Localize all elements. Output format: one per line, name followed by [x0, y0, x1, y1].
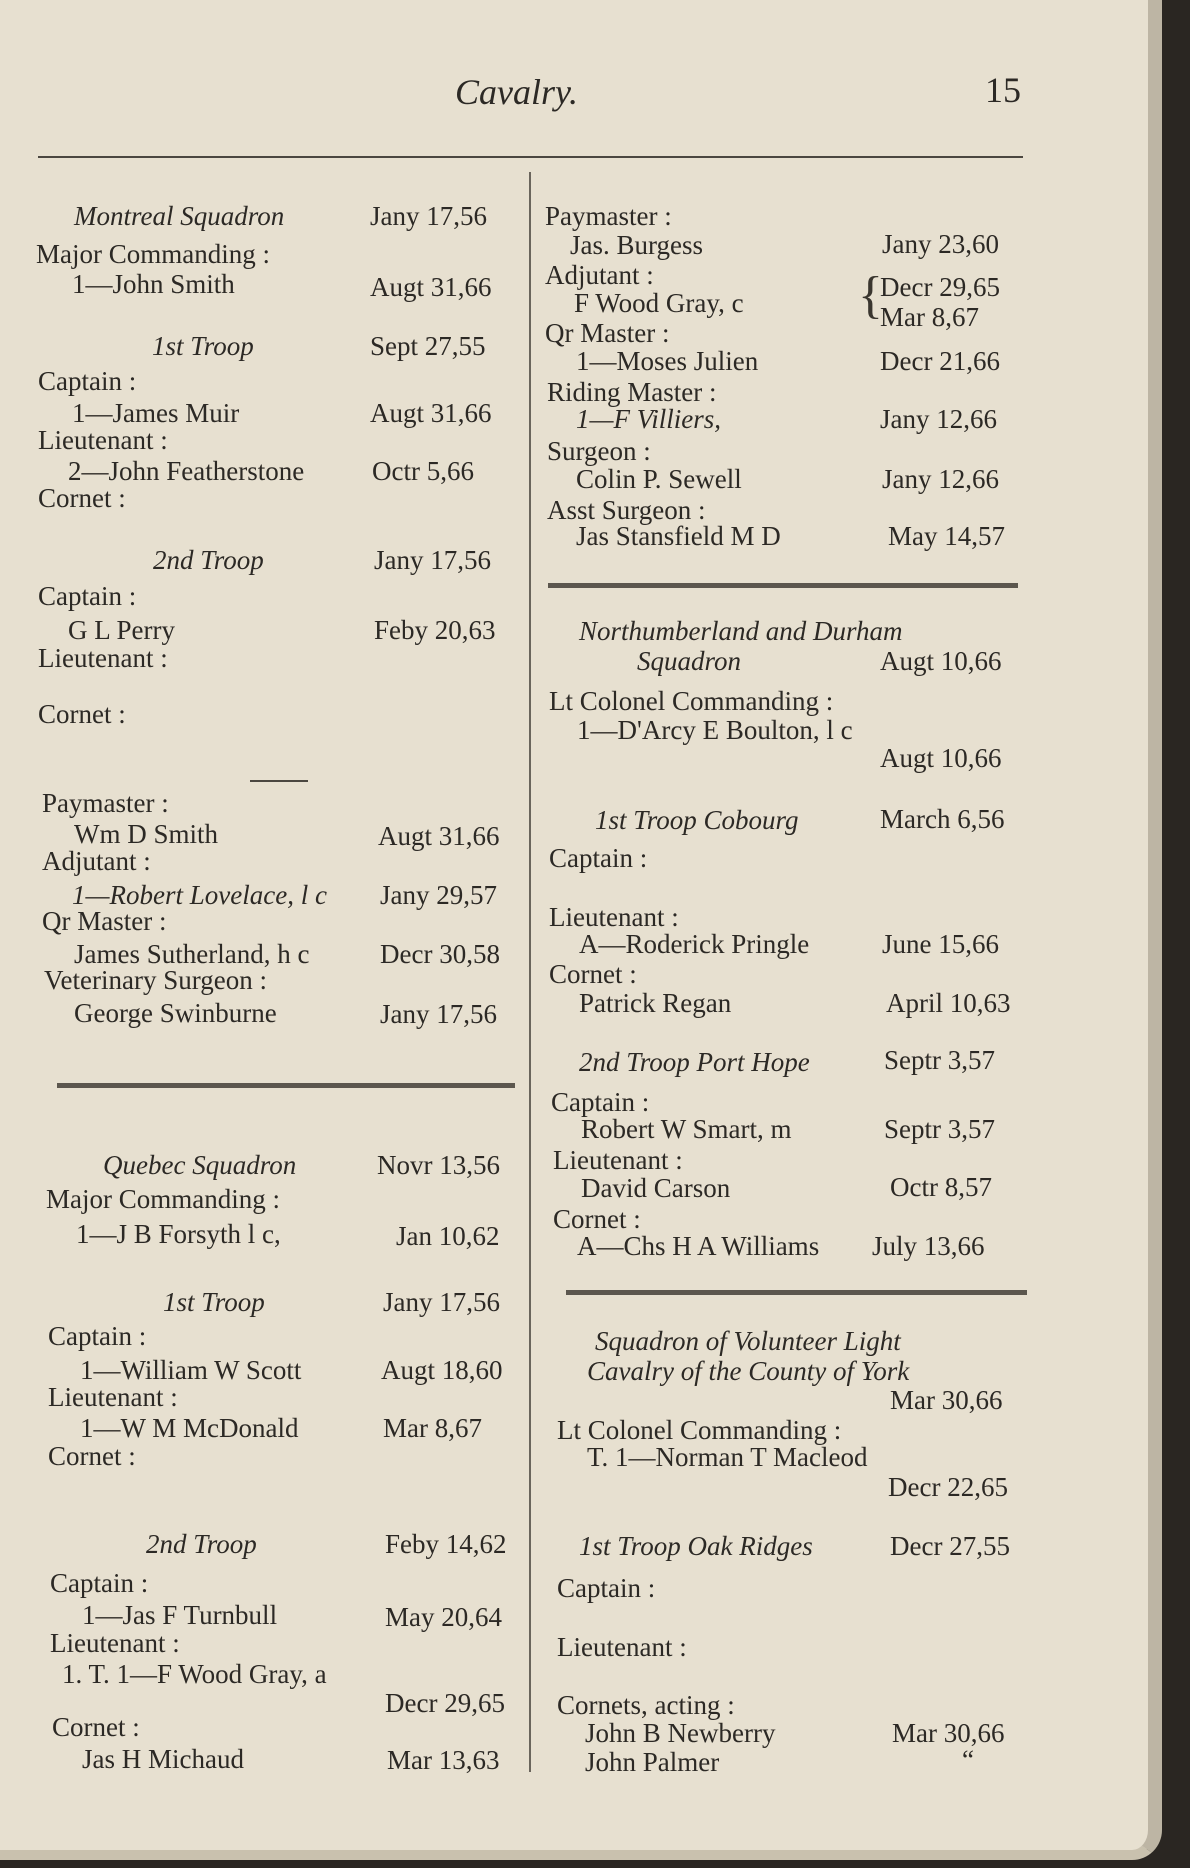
montreal-troop1-lieutenant-date: Octr 5,66	[372, 456, 474, 486]
northumberland-troop2-captain-name: Robert W Smart, m	[581, 1114, 792, 1144]
montreal-troop1-cornet-label: Cornet :	[38, 483, 126, 513]
montreal-troop2-cornet-label: Cornet :	[38, 699, 126, 729]
montreal-adjutant-date: Jany 29,57	[380, 880, 497, 910]
right-adjutant-date2: Mar 8,67	[880, 302, 979, 332]
right-adjutant-name: F Wood Gray, c	[574, 288, 744, 318]
quebec-troop2-date: Feby 14,62	[385, 1529, 507, 1559]
quebec-squadron-heading: Quebec Squadron	[103, 1150, 297, 1180]
header-rule	[38, 156, 1023, 158]
northumberland-troop1-cornet-name: Patrick Regan	[579, 988, 732, 1018]
montreal-qm-name: James Sutherland, h c	[74, 939, 310, 969]
york-troop1-title: 1st Troop Oak Ridges	[579, 1531, 813, 1561]
quebec-troop1-captain-date: Augt 18,60	[381, 1355, 503, 1385]
montreal-troop2-captain-name: G L Perry	[68, 615, 175, 645]
montreal-adjutant-label: Adjutant :	[42, 846, 151, 876]
york-troop1-cornets-label: Cornets, acting :	[557, 1690, 735, 1720]
right-surgeon-date: Jany 12,66	[882, 464, 999, 494]
right-asst-surgeon-label: Asst Surgeon :	[547, 495, 706, 525]
right-surgeon-label: Surgeon :	[547, 436, 651, 466]
montreal-troop1-title: 1st Troop	[152, 331, 254, 361]
quebec-troop1-cornet-label: Cornet :	[48, 1441, 136, 1471]
montreal-squadron-date: Jany 17,56	[370, 201, 487, 231]
montreal-troop1-lieutenant-name: 2—John Featherstone	[68, 456, 305, 486]
page-number: 15	[985, 70, 1021, 110]
northumberland-troop2-captain-label: Captain :	[551, 1087, 650, 1117]
montreal-vet-name: George Swinburne	[74, 998, 277, 1028]
york-troop1-cornet2-date: “	[962, 1745, 974, 1775]
montreal-troop1-captain-date: Augt 31,66	[370, 398, 492, 428]
northumberland-troop2-date: Septr 3,57	[884, 1045, 995, 1075]
montreal-troop2-date: Jany 17,56	[374, 545, 491, 575]
page-title: Cavalry.	[455, 72, 578, 112]
quebec-troop2-lieutenant-label: Lieutenant :	[50, 1628, 180, 1658]
section-separator	[57, 1083, 515, 1088]
quebec-troop1-captain-name: 1—William W Scott	[80, 1355, 302, 1385]
montreal-troop1-date: Sept 27,55	[370, 331, 486, 361]
montreal-vet-label: Veterinary Surgeon :	[44, 965, 267, 995]
montreal-major-name: 1—John Smith	[72, 269, 235, 299]
right-qm-label: Qr Master :	[545, 318, 670, 348]
york-troop1-captain-label: Captain :	[557, 1573, 656, 1603]
quebec-troop1-lieutenant-name: 1—W M McDonald	[80, 1413, 299, 1443]
quebec-major-date: Jan 10,62	[396, 1221, 500, 1251]
montreal-troop2-lieutenant-label: Lieutenant :	[38, 643, 168, 673]
northumberland-troop1-lieutenant-date: June 15,66	[882, 929, 999, 959]
quebec-troop2-captain-name: 1—Jas F Turnbull	[82, 1600, 278, 1630]
quebec-troop2-cornet-name: Jas H Michaud	[82, 1744, 244, 1774]
montreal-vet-date: Jany 17,56	[380, 999, 497, 1029]
northumberland-troop1-cornet-date: April 10,63	[886, 988, 1011, 1018]
northumberland-troop2-lieutenant-date: Octr 8,57	[890, 1172, 992, 1202]
montreal-troop1-captain-name: 1—James Muir	[72, 398, 240, 428]
northumberland-troop1-cornet-label: Cornet :	[549, 959, 637, 989]
northumberland-date: Augt 10,66	[880, 646, 1002, 676]
montreal-paymaster-date: Augt 31,66	[378, 821, 500, 851]
york-troop1-date: Decr 27,55	[890, 1531, 1010, 1561]
section-separator	[566, 1290, 1027, 1295]
northumberland-troop1-lieutenant-label: Lieutenant :	[549, 902, 679, 932]
quebec-major-name: 1—J B Forsyth l c,	[76, 1219, 281, 1249]
quebec-squadron-date: Novr 13,56	[377, 1150, 500, 1180]
montreal-qm-date: Decr 30,58	[380, 939, 500, 969]
quebec-troop1-title: 1st Troop	[163, 1287, 265, 1317]
york-troop1-cornet2-name: John Palmer	[585, 1747, 720, 1777]
short-separator	[250, 780, 308, 782]
quebec-troop2-title: 2nd Troop	[146, 1529, 257, 1559]
montreal-troop2-captain-date: Feby 20,63	[374, 615, 496, 645]
northumberland-troop2-title: 2nd Troop Port Hope	[579, 1047, 810, 1077]
quebec-troop2-captain-label: Captain :	[50, 1568, 149, 1598]
right-asst-surgeon-name: Jas Stansfield M D	[576, 521, 781, 551]
montreal-troop1-lieutenant-label: Lieutenant :	[38, 425, 168, 455]
montreal-qm-label: Qr Master :	[42, 906, 167, 936]
montreal-paymaster-name: Wm D Smith	[74, 819, 219, 849]
northumberland-heading-line2: Squadron	[637, 646, 742, 676]
quebec-troop2-lieutenant-name: 1. T. 1—F Wood Gray, a	[62, 1659, 327, 1689]
montreal-major-label: Major Commanding :	[36, 239, 270, 269]
right-riding-date: Jany 12,66	[880, 404, 997, 434]
york-lc-name: T. 1—Norman T Macleod	[587, 1442, 868, 1472]
york-heading-line1: Squadron of Volunteer Light	[595, 1326, 901, 1356]
york-troop1-lieutenant-label: Lieutenant :	[557, 1632, 687, 1662]
northumberland-troop2-cornet-label: Cornet :	[553, 1204, 641, 1234]
right-adjutant-label: Adjutant :	[545, 260, 654, 290]
quebec-troop2-captain-date: May 20,64	[385, 1602, 502, 1632]
northumberland-troop1-title: 1st Troop Cobourg	[595, 805, 799, 835]
right-paymaster-name: Jas. Burgess	[570, 230, 704, 260]
york-date: Mar 30,66	[890, 1385, 1003, 1415]
northumberland-troop2-cornet-date: July 13,66	[872, 1231, 985, 1261]
northumberland-troop1-captain-label: Captain :	[549, 843, 648, 873]
right-surgeon-name: Colin P. Sewell	[576, 464, 742, 494]
quebec-troop1-date: Jany 17,56	[383, 1287, 500, 1317]
column-divider	[529, 172, 531, 1772]
northumberland-troop2-lieutenant-label: Lieutenant :	[553, 1145, 683, 1175]
northumberland-troop2-captain-date: Septr 3,57	[884, 1114, 995, 1144]
quebec-troop2-lieutenant-date: Decr 29,65	[385, 1688, 505, 1718]
right-riding-name: 1—F Villiers,	[576, 404, 721, 434]
northumberland-troop2-lieutenant-name: David Carson	[581, 1173, 731, 1203]
northumberland-troop2-cornet-name: A—Chs H A Williams	[577, 1231, 820, 1261]
montreal-troop1-captain-label: Captain :	[38, 366, 137, 396]
montreal-troop2-captain-label: Captain :	[38, 581, 137, 611]
quebec-troop2-cornet-label: Cornet :	[52, 1712, 140, 1742]
montreal-major-date: Augt 31,66	[370, 272, 492, 302]
york-lc-date: Decr 22,65	[888, 1472, 1008, 1502]
right-paymaster-label: Paymaster :	[545, 201, 672, 231]
york-lc-label: Lt Colonel Commanding :	[557, 1415, 842, 1445]
right-riding-label: Riding Master :	[547, 377, 717, 407]
york-troop1-cornet1-name: John B Newberry	[585, 1718, 776, 1748]
northumberland-lc-name: 1—D'Arcy E Boulton, l c	[577, 715, 853, 745]
right-adjutant-date1: Decr 29,65	[880, 272, 1000, 302]
northumberland-lc-label: Lt Colonel Commanding :	[549, 686, 834, 716]
quebec-troop1-lieutenant-date: Mar 8,67	[383, 1413, 482, 1443]
northumberland-troop1-lieutenant-name: A—Roderick Pringle	[579, 929, 810, 959]
montreal-paymaster-label: Paymaster :	[42, 788, 169, 818]
york-troop1-cornet1-date: Mar 30,66	[892, 1718, 1005, 1748]
northumberland-troop1-date: March 6,56	[880, 804, 1005, 834]
right-asst-surgeon-date: May 14,57	[888, 521, 1005, 551]
right-qm-date: Decr 21,66	[880, 346, 1000, 376]
date-brace: {	[858, 267, 883, 324]
right-paymaster-date: Jany 23,60	[882, 229, 999, 259]
montreal-adjutant-name: 1—Robert Lovelace, l c	[72, 880, 327, 910]
york-heading-line2: Cavalry of the County of York	[587, 1356, 910, 1386]
northumberland-lc-date: Augt 10,66	[880, 743, 1002, 773]
right-qm-name: 1—Moses Julien	[576, 346, 759, 376]
quebec-major-label: Major Commanding :	[46, 1184, 280, 1214]
montreal-squadron-heading: Montreal Squadron	[74, 201, 285, 231]
quebec-troop1-lieutenant-label: Lieutenant :	[48, 1382, 178, 1412]
section-separator	[548, 583, 1018, 588]
quebec-troop1-captain-label: Captain :	[48, 1321, 147, 1351]
quebec-troop2-cornet-date: Mar 13,63	[387, 1745, 500, 1775]
montreal-troop2-title: 2nd Troop	[153, 545, 264, 575]
northumberland-heading-line1: Northumberland and Durham	[579, 616, 903, 646]
